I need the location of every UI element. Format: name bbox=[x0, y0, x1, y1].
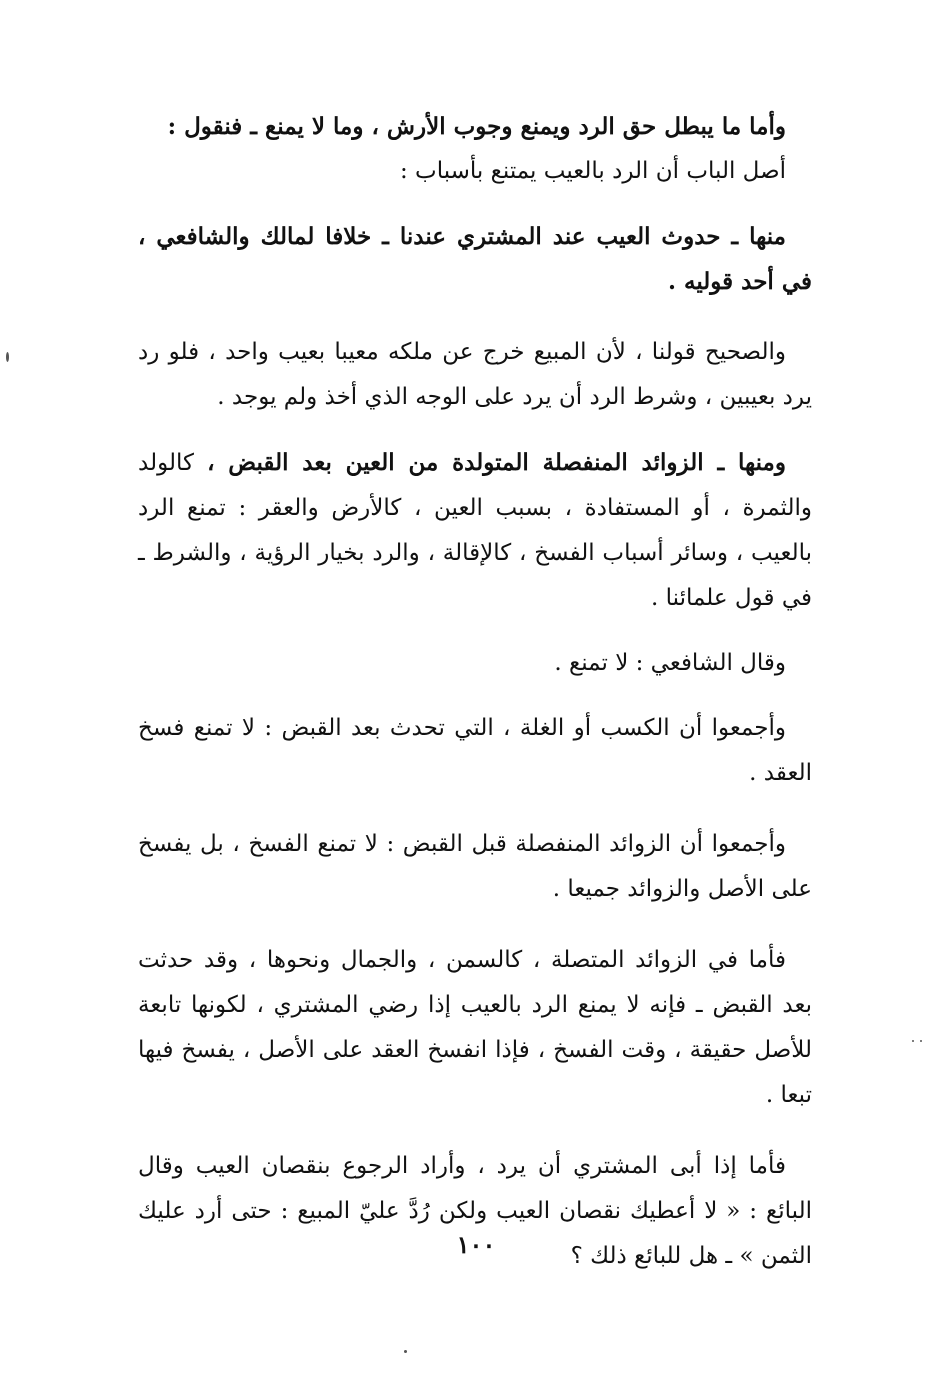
paragraph-9: فأما إذا أبى المشتري أن يرد ، وأراد الرجوع بنقصان العيب وقال البائع : « لا أعطيك نقصان العيب ولكن رُدَّ عليّ المبيع : حتى أرد عليك الثمن » ـ هل للبائع ذلك ؟ bbox=[138, 1153, 812, 1269]
paragraph-6: وأجمعوا أن الكسب أو الغلة ، التي تحدث بعد القبض : لا تمنع فسخ العقد . bbox=[138, 715, 812, 786]
paragraph-3: والصحيح قولنا ، لأن المبيع خرج عن ملكه معيبا بعيب واحد ، فلو رد يرد بعيبين ، وشرط الرد أن يرد على الوجه الذي أخذ ولم يوجد . bbox=[138, 339, 812, 410]
scan-speck bbox=[920, 1040, 922, 1042]
section-heading: وأما ما يبطل حق الرد ويمنع وجوب الأرش ، وما لا يمنع ـ فنقول : bbox=[167, 113, 786, 140]
paragraph-4-lead: ومنها ـ الزوائد المنفصلة المتولدة من العين بعد القبض ، bbox=[207, 449, 786, 476]
paragraph-4 bbox=[138, 440, 812, 621]
page-number: ١٠٠ bbox=[456, 1230, 496, 1259]
scan-speck bbox=[912, 1040, 914, 1042]
paragraph-7: وأجمعوا أن الزوائد المنفصلة قبل القبض : لا تمنع الفسخ ، بل يفسخ على الأصل والزوائد جميعا . bbox=[138, 831, 812, 902]
paragraph-5: وقال الشافعي : لا تمنع . bbox=[554, 650, 786, 676]
paragraph-8: فأما في الزوائد المتصلة ، كالسمن ، والجمال ونحوها ، وقد حدثت بعد القبض ـ فإنه لا يمنع الرد بالعيب إذا رضي المشتري ، لكونها تابعة للأصل حقيقة ، وقت الفسخ ، فإذا انفسخ العقد على الأصل ، يفسخ فيها تبعا . bbox=[138, 947, 812, 1108]
paragraph-2: منها ـ حدوث العيب عند المشتري عندنا ـ خلافا لمالك والشافعي ، في أحد قوليه . bbox=[138, 223, 812, 295]
scan-speck bbox=[404, 1350, 407, 1353]
text-column bbox=[138, 104, 812, 1279]
scan-edge-mark bbox=[6, 352, 9, 362]
paragraph-1: أصل الباب أن الرد بالعيب يمتنع بأسباب : bbox=[399, 158, 786, 184]
paragraph-4-body: كالولد والثمرة ، أو المستفادة ، بسبب العين ، كالأرض والعقر : تمنع الرد بالعيب ، وسائر أسباب الفسخ ، كالإقالة ، والرد بخيار الرؤية ، والشرط ـ في قول علمائنا . bbox=[138, 450, 812, 611]
